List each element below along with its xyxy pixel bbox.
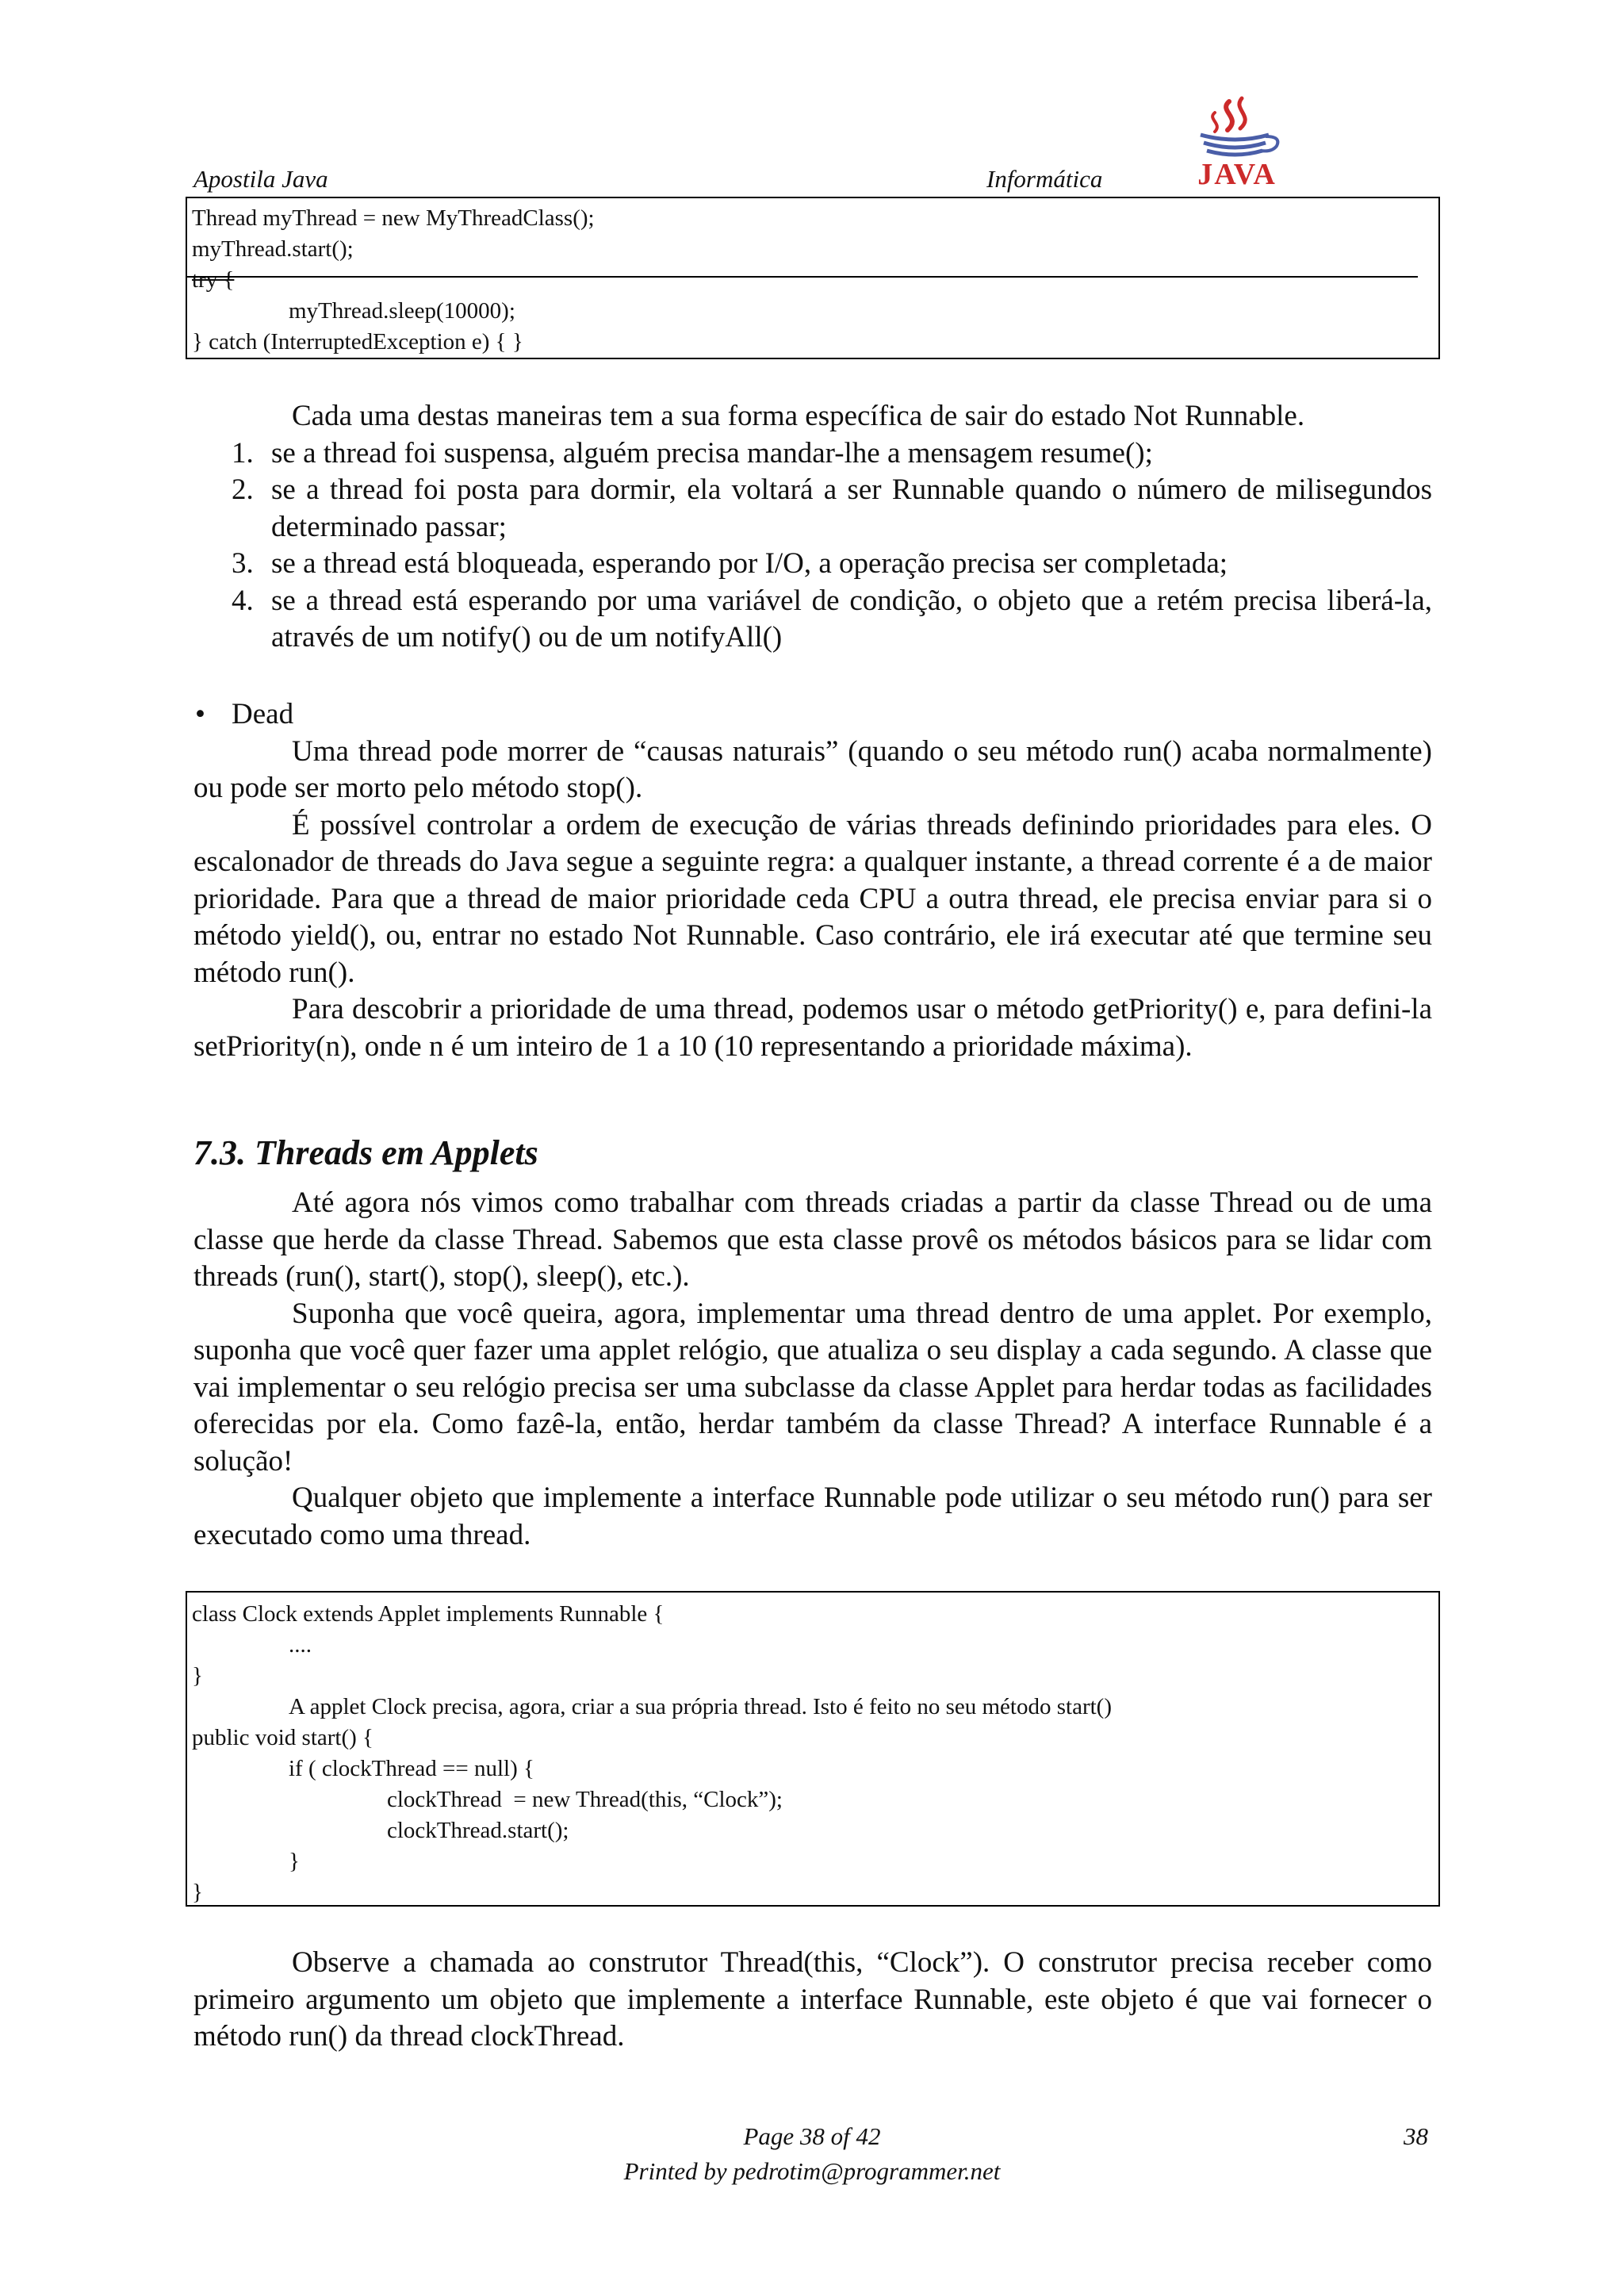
list-item <box>193 435 1432 473</box>
code-line: try { <box>192 267 235 293</box>
dead-label: Dead <box>232 698 294 730</box>
header-center-title: Informática <box>986 165 1103 193</box>
code-comment: A applet Clock precisa, agora, criar a sua própria thread. Isto é feito no seu método start() <box>289 1694 1112 1719</box>
list-item-text: se a thread foi posta para dormir, ela voltará a ser Runnable quando o número de milisegundos determinado passar; <box>271 473 1432 543</box>
not-runnable-section <box>193 398 1432 657</box>
paragraph: Uma thread pode morrer de “causas naturais” (quando o seu método run() acaba normalmente) ou pode ser morto pelo método stop(). <box>193 734 1432 804</box>
paragraph: Qualquer objeto que implemente a interface Runnable pode utilizar o seu método run() para ser executado como uma thread. <box>193 1481 1432 1551</box>
code-line: if ( clockThread == null) { <box>289 1756 534 1781</box>
code-block-clock-applet <box>186 1591 1440 1907</box>
code-block-thread-sleep <box>186 197 1440 359</box>
java-logo-text: JAVA <box>1197 158 1277 191</box>
section-heading: 7.3. Threads em Applets <box>193 1133 538 1172</box>
list-item <box>193 546 1432 583</box>
paragraph: Suponha que você queira, agora, implementar uma thread dentro de uma applet. Por exemplo, suponha que você quer fazer uma applet relógio, que atualiza o seu display a cada segundo. A classe que vai implementar o seu relógio precisa ser uma subclasse da classe Applet para herdar todas as facilidades oferecidas por ela. Como fazê-la, então, herdar também da classe Thread? A interface Runnable é a solução! <box>193 1297 1432 1478</box>
list-item <box>193 583 1432 657</box>
bullet-icon: • <box>195 698 205 730</box>
dead-section <box>193 696 1432 1065</box>
code-line: clockThread = new Thread(this, “Clock”); <box>387 1787 783 1812</box>
header-left-title: Apostila Java <box>193 165 328 193</box>
intro-sentence: Cada uma destas maneiras tem a sua forma específica de sair do estado Not Runnable. <box>292 400 1305 432</box>
list-item-number: 2. <box>232 473 254 506</box>
closing-section <box>193 1945 1432 2056</box>
code-line: } <box>289 1849 300 1874</box>
paragraph: É possível controlar a ordem de execução de várias threads definindo prioridades para eles. O escalonador de threads do Java segue a seguinte regra: a qualquer instante, a thread corrente é a de maior prioridade. Para que a thread de maior prioridade ceda CPU a outra thread, ele precisa enviar para si o método yield(), ou, entrar no estado Not Runnable. Caso contrário, ele irá executar até que termine seu método run(). <box>193 808 1432 989</box>
footer-page-number: 38 <box>1404 2122 1428 2150</box>
code-line: } catch (InterruptedException e) { } <box>192 329 523 355</box>
list-item <box>193 472 1432 546</box>
paragraph: Observe a chamada ao construtor Thread(this, “Clock”). O construtor precisa receber como primeiro argumento um objeto que implemente a interface Runnable, este objeto é que vai fornecer o método run() da thread clockThread. <box>193 1946 1432 2053</box>
list-item-text: se a thread está esperando por uma variável de condição, o objeto que a retém precisa liberá-la, através de um notify() ou de um notifyAll() <box>271 584 1432 654</box>
dead-bullet-item <box>193 696 1432 734</box>
java-logo <box>1180 95 1294 189</box>
code-line: } <box>192 1663 203 1688</box>
footer-printed-by: Printed by pedrotim@programmer.net <box>623 2157 1001 2185</box>
list-item-text: se a thread está bloqueada, esperando por I/O, a operação precisa ser completada; <box>271 547 1228 580</box>
paragraph: Para descobrir a prioridade de uma thread, podemos usar o método getPriority() e, para defini-la setPriority(n), onde n é um inteiro de 1 a 10 (10 representando a prioridade máxima). <box>193 993 1432 1063</box>
paragraph: Até agora nós vimos como trabalhar com threads criadas a partir da classe Thread ou de uma classe que herde da classe Thread. Sabemos que esta classe provê os métodos básicos para se lidar com threads (run(), start(), stop(), sleep(), etc.). <box>193 1186 1432 1293</box>
list-item-text: se a thread foi suspensa, alguém precisa mandar-lhe a mensagem resume(); <box>271 436 1153 470</box>
code-line: Thread myThread = new MyThreadClass(); <box>192 205 595 231</box>
applets-section <box>193 1185 1432 1554</box>
list-item-number: 3. <box>232 547 254 580</box>
code-line: } <box>192 1880 203 1905</box>
code-divider-line <box>187 276 1418 278</box>
code-line: public void start() { <box>192 1725 373 1750</box>
code-line: class Clock extends Applet implements Runnable { <box>192 1601 665 1627</box>
list-item-number: 4. <box>232 584 254 617</box>
code-line: clockThread.start(); <box>387 1818 569 1843</box>
code-line: myThread.sleep(10000); <box>289 298 515 324</box>
footer-page-label: Page 38 of 42 <box>743 2122 881 2150</box>
code-line: .... <box>289 1632 312 1658</box>
list-item-number: 1. <box>232 436 254 470</box>
exit-conditions-list <box>193 435 1432 657</box>
code-line: myThread.start(); <box>192 236 354 262</box>
